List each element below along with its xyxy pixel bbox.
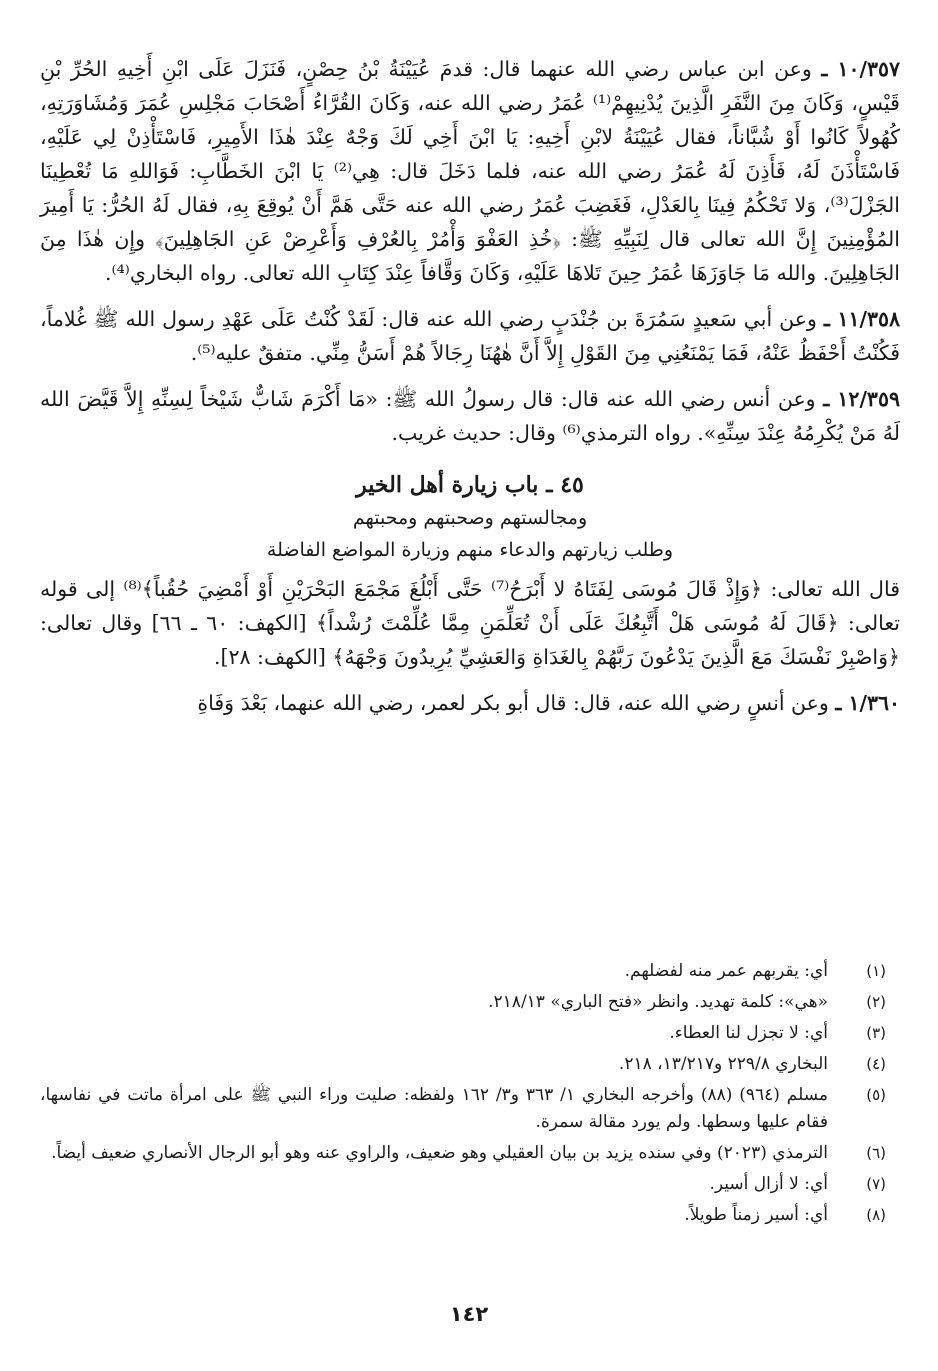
hadith-357 — [40, 52, 900, 290]
footnote-number: (٢) — [866, 993, 886, 1011]
hadith-358 — [40, 302, 900, 370]
footnote — [40, 1051, 886, 1078]
footnote — [40, 1171, 886, 1198]
chapter-subtitle-2: وطلب زيارتهم والدعاء منهم وزيارة المواضع الفاضلة — [266, 539, 674, 561]
footnote-text: «هي»: كلمة تهديد. وانظر «فتح الباري» ٢١٨/١٣. — [488, 992, 828, 1012]
footnote-number: (٨) — [866, 1206, 886, 1224]
hadith-number: ١١/٣٥٨ ـ — [823, 307, 900, 331]
footnote-text: أي: لا تجزل لنا العطاء. — [669, 1023, 828, 1043]
footnote — [40, 1020, 886, 1047]
footnote — [40, 1140, 886, 1167]
quran-verses: قال الله تعالى: ﴿وَإِذْ قَالَ مُوسَى لِفَتَاهُ لا أَبْرَحُ⁽⁷⁾ حَتَّى أَبْلُغَ مَجْمَعَ البَحْرَيْنِ أَوْ أَمْضِيَ حُقُباً﴾⁽⁸⁾ إلى قوله تعالى: ﴿قَالَ لَهُ مُوسَى هَلْ أَتَّبِعُكَ عَلَى أَنْ تُعَلِّمَنِ مِمَّا عُلِّمْتَ رُشْداً﴾ [الكهف: ٦٠ ـ ٦٦] وقال تعالى: ﴿وَاصْبِرْ نَفْسَكَ مَعَ الَّذِينَ يَدْعُونَ رَبَّهُمْ بِالغَدَاةِ وَالعَشِيِّ يُرِيدُونَ وَجْهَهُ﴾ [الكهف: ٢٨]. — [40, 577, 900, 669]
footnote — [40, 1082, 886, 1136]
footnote — [40, 989, 886, 1016]
footnote-number: (٥) — [866, 1086, 886, 1104]
page-number: ١٤٢ — [449, 1302, 489, 1326]
footnote-text: مسلم (٩٦٤) (٨٨) وأخرجه البخاري ١/ ٣٦٣ و٣/ ١٦٢ ولفظه: صليت وراء النبي ﷺ على امرأة ماتت في نفاسها، فقام عليها وسطها. ولم يورد مقالة سمرة. — [40, 1085, 829, 1132]
footnote-text: البخاري ٢٢٩/٨ و١٣/٢١٧، ٢١٨. — [618, 1054, 828, 1074]
hadith-359 — [40, 382, 900, 450]
footnote-number: (١) — [866, 962, 886, 980]
footnote — [40, 958, 886, 985]
footnote-text: أي: لا أزال أسير. — [709, 1174, 828, 1194]
hadith-text: وعن ابن عباس رضي الله عنهما قال: قدمَ عُيَيْنَةُ بْنُ حِصْنٍ، فَنَزَلَ عَلَى ابْنِ أَخِيهِ الحُرِّ بْنِ قَيْسٍ، وَكَانَ مِنَ النَّفَرِ الَّذِينَ يُدْنِيهِمْ⁽¹⁾ عُمَرُ رضي الله عنه، وَكَانَ القُرَّاءُ أَصْحَابَ مَجْلِسِ عُمَرَ وَمُشَاوَرَتِهِ، كُهُولاً كَانُوا أَوْ شُبَّاناً، فقال عُيَيْنَةُ لابْنِ أَخِيهِ: يَا ابْنَ أَخِي لَكَ وَجْهٌ عِنْدَ هٰذَا الأَمِيرِ، فَاسْتَأْذِنْ لِي عَلَيْهِ، فَاسْتَأْذَنَ لَهُ، فَأَذِنَ لَهُ عُمَرُ رضي الله عنه، فلما دَخَلَ قال: هِي⁽²⁾ يَا ابْنَ الخَطَّابِ: فَوَاللهِ مَا تُعْطِينَا الجَزْلَ⁽³⁾، وَلا تَحْكُمُ فِينَا بِالعَدْلِ، فَغَضِبَ عُمَرُ رضي الله عنه حَتَّى هَمَّ أَنْ يُوقِعَ بِهِ، فقال لَهُ الحُرُّ: يَا أَمِيرَ المُؤْمِنِينَ إِنَّ الله تعالى قال لِنَبِيِّهِ ﷺ: ﴿خُذِ العَفْوَ وَأْمُرْ بِالعُرْفِ وَأَعْرِضْ عَنِ الجَاهِلِينَ﴾ وإِن هٰذَا مِنَ الجَاهِلِينَ. والله مَا جَاوَزَهَا عُمَرُ حِينَ تَلاهَا عَلَيْهِ، وَكَانَ وَقَّافاً عِنْدَ كِتَابِ الله تعالى. رواه البخاري⁽⁴⁾. — [40, 57, 900, 285]
hadith-text: وعن أنسٍ رضي الله عنه، قال: قال أبو بكر لعمر، رضي الله عنهما، بَعْدَ وَفَاةِ — [197, 691, 829, 715]
footnote-number: (٣) — [866, 1024, 886, 1042]
hadith-text: وعن أنس رضي الله عنه قال: قال رسولُ الله ﷺ: «مَا أَكْرَمَ شَابٌّ شَيْخاً لِسِنِّهِ إِلاَّ قَيَّضَ الله لَهُ مَنْ يُكْرِمُهُ عِنْدَ سِنِّهِ». رواه الترمذي⁽⁶⁾ وقال: حديث غريب. — [40, 387, 900, 445]
hadith-number: ١٠/٣٥٧ ـ — [821, 57, 900, 81]
footnote-number: (٤) — [866, 1055, 886, 1073]
footnote-text: أي: يقربهم عمر منه لفضلهم. — [624, 961, 828, 981]
footnote-text: أي: أسير زمناً طويلاً. — [684, 1205, 828, 1225]
hadith-text: وعن أبي سَعيدٍ سَمُرَةَ بن جُنْدَبٍ رضي الله عنه قال: لَقَدْ كُنْتُ عَلَى عَهْدِ رسول الله ﷺ غُلاماً، فَكُنْتُ أَحْفَظُ عَنْهُ، فَمَا يَمْنَعُنِي مِنَ القَوْلِ إِلاَّ أَنَّ هٰهُنَا رِجَالاً هُمْ أَسَنُّ مِنِّي. متفقٌ عليه⁽⁵⁾. — [40, 307, 900, 365]
footnote — [40, 1202, 886, 1229]
hadith-number: ١٢/٣٥٩ ـ — [823, 387, 900, 411]
footnote-number: (٦) — [866, 1144, 886, 1162]
chapter-subtitle: ومجالستهم وصحبتهم ومحبتهم — [352, 507, 588, 529]
footnote-number: (٧) — [866, 1175, 886, 1193]
footnotes — [40, 958, 886, 1233]
chapter-title: ٤٥ ـ باب زيارة أهل الخير — [356, 472, 584, 498]
hadith-360 — [40, 686, 900, 720]
hadith-number: ١/٣٦٠ ـ — [835, 691, 900, 715]
footnote-text: الترمذي (٢٠٢٣) وفي سنده يزيد بن بيان العقيلي وهو ضعيف، والراوي عنه وهو أبو الرجال الأنصاري ضعيف أيضاً. — [51, 1143, 828, 1163]
chapter-heading — [40, 468, 900, 566]
